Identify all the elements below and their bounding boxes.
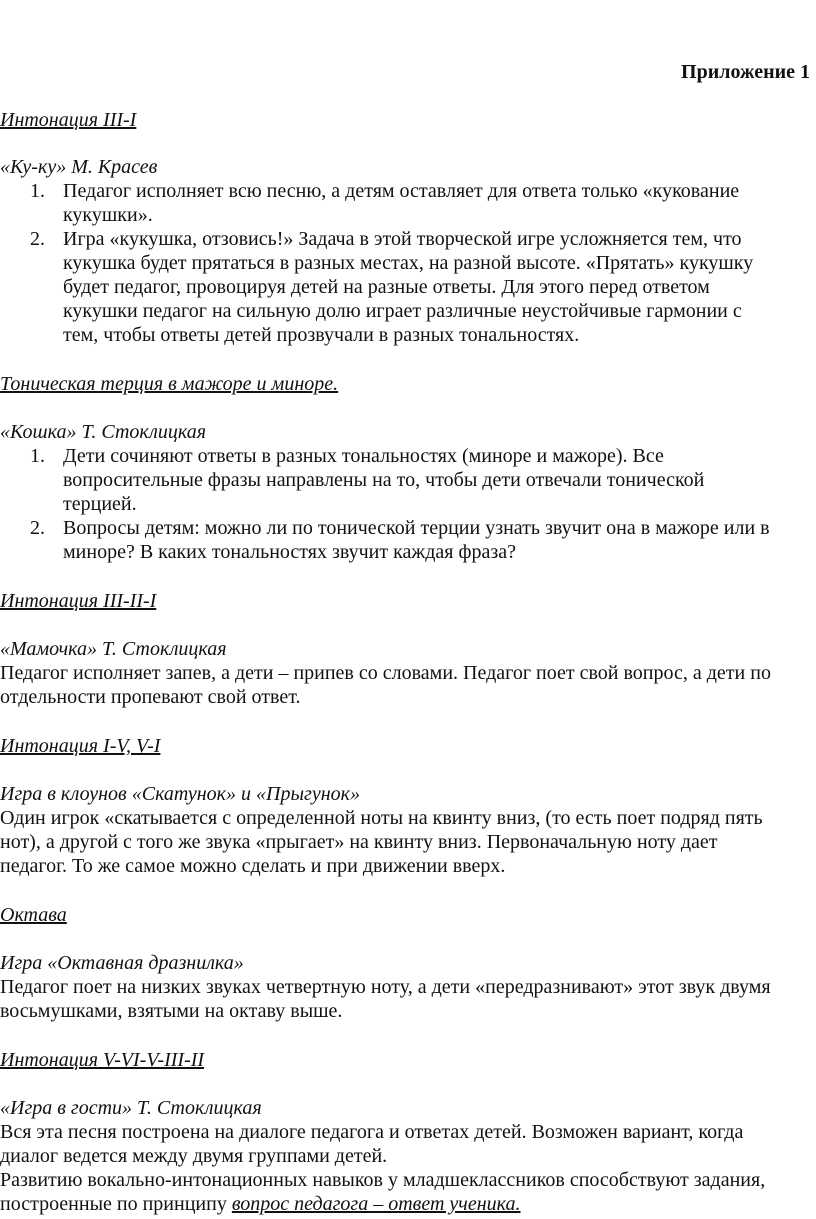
list-item-line: вопросительные фразы направлены на то, чтобы дети отвечали тонической bbox=[63, 469, 705, 491]
song-title: Игра в клоунов «Скатунок» и «Прыгунок» bbox=[0, 783, 360, 805]
list-number: 1. bbox=[30, 445, 45, 467]
paragraph-line: диалог ведется между двумя группами детей. bbox=[0, 1145, 388, 1167]
song-title: Игра «Октавная дразнилка» bbox=[0, 952, 244, 974]
list-item-line: тем, чтобы ответы детей прозвучали в разных тональностях. bbox=[63, 324, 580, 346]
list-item-line: Вопросы детям: можно ли по тонической терции узнать звучит она в мажоре или в bbox=[63, 517, 770, 539]
list-item-line: терцией. bbox=[63, 493, 137, 515]
section-heading: Октава bbox=[0, 904, 67, 926]
appendix-title: Приложение 1 bbox=[681, 61, 810, 83]
song-title: «Кошка» Т. Стоклицкая bbox=[0, 421, 207, 443]
paragraph-line-final bbox=[0, 1192, 810, 1216]
emphasized-phrase: вопрос педагога – ответ ученика. bbox=[231, 1193, 521, 1215]
paragraph-line: отдельности пропевают свой ответ. bbox=[0, 686, 301, 708]
list-item-line: кукушки педагог на сильную долю играет различные неустойчивые гармонии с bbox=[63, 300, 742, 322]
paragraph-line: Развитию вокально-интонационных навыков у младшеклассников способствуют задания, bbox=[0, 1169, 766, 1191]
song-title: «Игра в гости» Т. Стоклицкая bbox=[0, 1097, 262, 1119]
paragraph-text: построенные по принципу bbox=[0, 1193, 232, 1215]
list-item-line: миноре? В каких тональностях звучит каждая фраза? bbox=[63, 541, 516, 563]
paragraph-line: нот), а другой с того же звука «прыгает» на квинту вниз. Первоначальную ноту дает bbox=[0, 831, 718, 853]
list-number: 2. bbox=[30, 228, 45, 250]
list-item-line: будет педагог, провоцируя детей на разные ответы. Для этого перед ответом bbox=[63, 276, 710, 298]
song-title: «Ку-ку» М. Красев bbox=[0, 156, 158, 178]
paragraph-line: педагог. То же самое можно сделать и при движении вверх. bbox=[0, 855, 506, 877]
section-heading: Интонация III-II-I bbox=[0, 590, 157, 612]
list-item-line: Дети сочиняют ответы в разных тональностях (миноре и мажоре). Все bbox=[63, 445, 664, 467]
paragraph-line: Один игрок «скатывается с определенной ноты на квинту вниз, (то есть поет подряд пять bbox=[0, 807, 763, 829]
section-heading: Интонация III-I bbox=[0, 109, 137, 131]
section-heading: Интонация I-V, V-I bbox=[0, 735, 161, 757]
list-item-line: кукушки». bbox=[63, 204, 153, 226]
paragraph-line: Педагог исполняет запев, а дети – припев со словами. Педагог поет свой вопрос, а дети по bbox=[0, 662, 771, 684]
song-title: «Мамочка» Т. Стоклицкая bbox=[0, 638, 227, 660]
list-item-line: кукушка будет прятаться в разных местах, на разной высоте. «Прятать» кукушку bbox=[63, 252, 754, 274]
list-number: 1. bbox=[30, 180, 45, 202]
list-number: 2. bbox=[30, 517, 45, 539]
section-heading: Тоническая терция в мажоре и миноре. bbox=[0, 373, 339, 395]
paragraph-line: Педагог поет на низких звуках четвертную ноту, а дети «передразнивают» этот звук двумя bbox=[0, 976, 771, 998]
section-heading: Интонация V-VI-V-III-II bbox=[0, 1049, 205, 1071]
list-item-line: Педагог исполняет всю песню, а детям оставляет для ответа только «кукование bbox=[63, 180, 740, 202]
list-item-line: Игра «кукушка, отзовись!» Задача в этой творческой игре усложняется тем, что bbox=[63, 228, 742, 250]
paragraph-line: восьмушками, взятыми на октаву выше. bbox=[0, 1000, 343, 1022]
paragraph-line: Вся эта песня построена на диалоге педагога и ответах детей. Возможен вариант, когда bbox=[0, 1121, 744, 1143]
